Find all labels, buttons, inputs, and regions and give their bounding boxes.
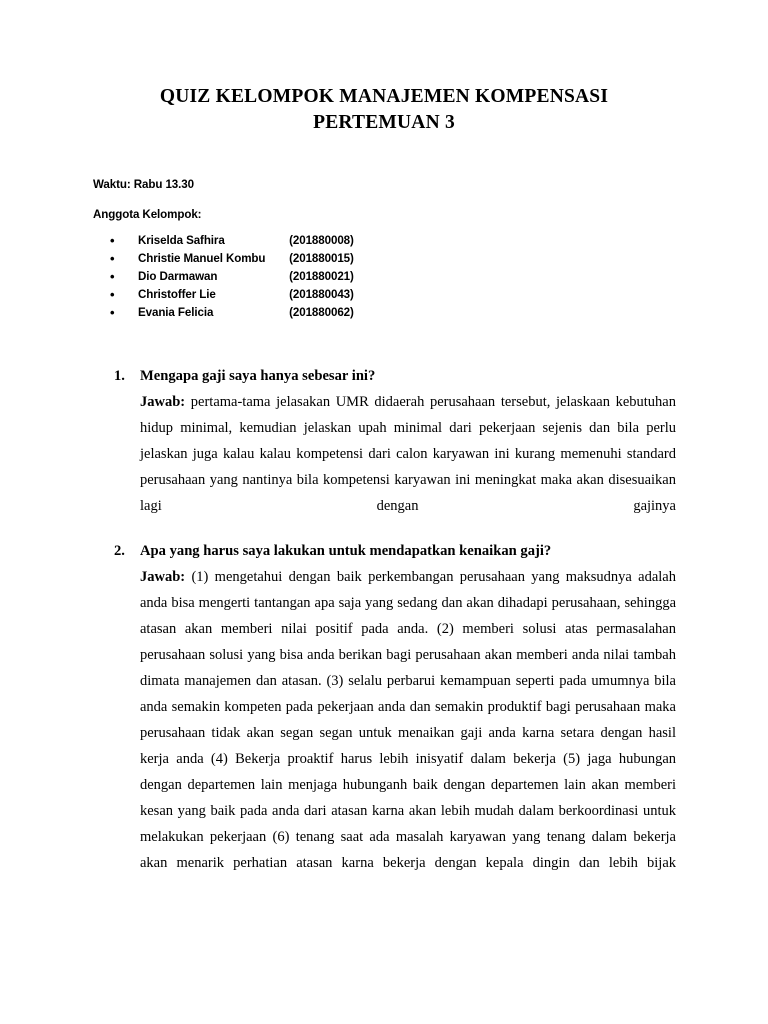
member-name: Kriselda Safhira	[138, 234, 225, 247]
question-text: Mengapa gaji saya hanya sebesar ini?	[140, 368, 376, 384]
question-block-1	[114, 363, 676, 545]
question-heading	[114, 538, 676, 564]
question-number: 1.	[114, 368, 125, 384]
answer-paragraph	[140, 389, 676, 545]
page-title	[93, 84, 675, 136]
member-id: (201880015)	[289, 252, 354, 265]
answer-label: Jawab:	[140, 569, 186, 585]
member-name: Evania Felicia	[138, 306, 214, 319]
schedule-text: Waktu: Rabu 13.30	[93, 178, 194, 191]
member-id: (201880008)	[289, 234, 354, 247]
bullet-icon: •	[110, 269, 115, 284]
member-name: Christoffer Lie	[138, 288, 216, 301]
list-item	[93, 304, 493, 322]
question-heading	[114, 363, 676, 389]
member-id: (201880043)	[289, 288, 354, 301]
answer-text: pertama-tama jelasakan UMR didaerah perusahaan tersebut, jelaskaan kebutuhan hidup minimal, kemudian jelaskan upah minimal dari pekerjaan sejenis dan bila perlu jelaskan juga kalau kalau kompetensi dari calon karyawan ini kurang memenuhi standard perusahaan yang nantinya bila kompetensi karyawan ini meningkat maka akan disesuaikan lagi dengan gajinya	[140, 394, 676, 514]
bullet-icon: •	[110, 287, 115, 302]
answer-text: (1) mengetahui dengan baik perkembangan perusahaan yang maksudnya adalah anda bisa mengerti tantangan apa saja yang sedang dan akan dihadapi perusahaan, sehingga atasan akan memberi nilai positif pada anda. (2) memberi solusi atas permasalahan perusahaan solusi yang bisa anda berikan bagi perusahaan akan memberi anda nilai tambah dimata manajemen dan atasan. (3) selalu perbarui kemampuan seperti pada umumnya bila anda semakin kompeten pada pekerjaan anda dan semakin produktif bagi perusahaan maka perusahaan tidak akan segan segan untuk menaikan gaji anda karna setara dengan hasil kerja anda (4) Bekerja proaktif harus lebih inisyatif dalam bekerja (5) jaga hubungan dengan departemen lain menjaga hubunganh baik dengan departemen lain akan memberi kesan yang baik pada anda dari atasan karna akan lebih mudah dalam berkoordinasi untuk melakukan pekerjaan (6) tenang saat ada masalah karyawan yang tenang dalam bekerja akan menarik perhatian atasan karna bekerja dengan kepala dingin dan lebih bijak	[140, 569, 676, 871]
list-item	[93, 268, 493, 286]
list-item	[93, 286, 493, 304]
question-block-2	[114, 538, 676, 902]
members-label: Anggota Kelompok:	[93, 208, 202, 221]
page-title-line-2: PERTEMUAN 3	[313, 112, 455, 133]
bullet-icon: •	[110, 251, 115, 266]
question-number: 2.	[114, 543, 125, 559]
answer-paragraph	[140, 564, 676, 902]
question-text: Apa yang harus saya lakukan untuk mendapatkan kenaikan gaji?	[140, 543, 552, 559]
list-item	[93, 250, 493, 268]
members-list	[93, 232, 493, 322]
list-item	[93, 232, 493, 250]
bullet-icon: •	[110, 233, 115, 248]
member-name: Christie Manuel Kombu	[138, 252, 266, 265]
bullet-icon: •	[110, 305, 115, 320]
page-title-line-1: QUIZ KELOMPOK MANAJEMEN KOMPENSASI	[159, 86, 609, 107]
member-name: Dio Darmawan	[138, 270, 218, 283]
answer-label: Jawab:	[140, 394, 186, 410]
member-id: (201880021)	[289, 270, 354, 283]
member-id: (201880062)	[289, 306, 354, 319]
